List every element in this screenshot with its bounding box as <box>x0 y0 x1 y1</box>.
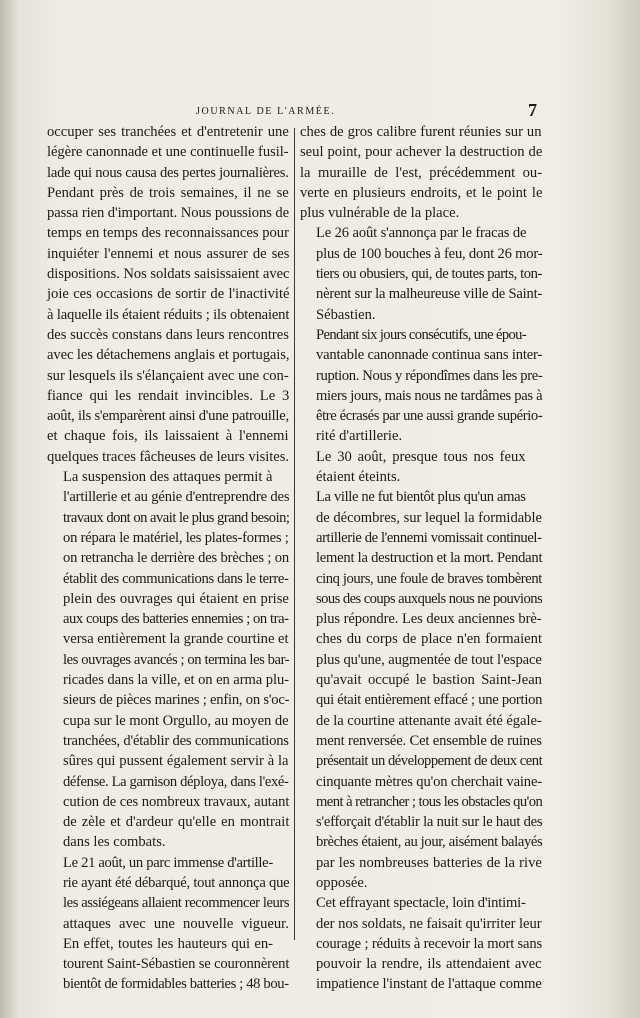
text-line: on retrancha le derrière des brèches ; on <box>63 550 289 567</box>
text-line: étaient éteints. <box>316 469 401 486</box>
text-line: sieurs de pièces marines ; enfin, on s'oc- <box>63 692 290 709</box>
text-line: tranchées, d'établir des communications <box>63 732 289 749</box>
text-line: travaux dont on avait le plus grand besoin; <box>63 509 290 526</box>
text-line: courage ; réduits à recevoir la mort sans <box>316 935 543 952</box>
text-line: opposée. <box>316 874 368 891</box>
text-line: plus vulnérable de la place. <box>300 205 460 222</box>
running-title: JOURNAL DE L'ARMÉE. <box>196 106 336 117</box>
text-line: Cet effrayant spectacle, loin d'intimi- <box>316 895 526 912</box>
text-line: légère canonnade et une continuelle fusil- <box>47 144 289 161</box>
text-line: attaques avec une nouvelle vigueur. <box>63 915 289 932</box>
text-line: les assiégeans allaient recommencer leurs <box>63 895 290 912</box>
text-line: Pendant six jours consécutifs, une épou- <box>316 326 527 343</box>
text-line: ricades dans la ville, et on en arma plu- <box>63 672 289 689</box>
text-line: sûres qui pussent également servir à la <box>63 753 289 770</box>
text-line: on répara le matériel, les plates-formes ; <box>63 529 289 546</box>
text-line: artillerie de l'ennemi vomissait continuel- <box>316 529 542 546</box>
text-line: quelques traces fâcheuses de leurs visites. <box>47 448 289 465</box>
text-line: La suspension des attaques permit à <box>63 469 273 486</box>
text-line: tiers ou obusiers, qui, de toutes parts, ton- <box>316 266 543 283</box>
text-line: tourent Saint-Sébastien se couronnèrent <box>63 956 290 973</box>
text-line: Le 30 août, presque tous nos feux <box>316 448 526 465</box>
text-line: bientôt de formidables batteries ; 48 bou- <box>63 976 289 993</box>
text-line: et chaque fois, ils laissaient à l'ennemi <box>47 428 289 445</box>
text-line: verte en plusieurs endroits, et le point le <box>300 184 543 201</box>
text-line: ches du corps de place n'en formaient <box>316 631 543 648</box>
text-line: lade qui nous causa des pertes journalières. <box>47 164 289 181</box>
paragraph <box>47 467 289 853</box>
text-line: plus qu'une, augmentée de tout l'espace <box>316 651 542 668</box>
text-line: plein des ouvrages qui étaient en prise <box>63 590 289 607</box>
text-line: établit des communications dans le terre- <box>63 570 289 587</box>
text-line: brèches étaient, au jour, aisément balayés <box>316 834 543 851</box>
text-line: vantable canonnade continua sans inter- <box>316 347 543 364</box>
text-line: fiance qui les rendait invincibles. Le 3 <box>47 387 290 404</box>
text-line: occuper ses tranchées et d'entretenir une <box>47 124 289 140</box>
text-line: pouvoir la rendre, ils attendaient avec <box>316 956 542 973</box>
paragraph <box>47 934 289 995</box>
text-line: qui était entièrement effacé ; une portion <box>316 692 543 709</box>
text-line: Le 21 août, un parc immense d'artille- <box>63 854 273 871</box>
paragraph <box>300 447 542 488</box>
text-line: En effet, toutes les hauteurs qui en- <box>63 935 274 952</box>
right-text-column <box>300 122 542 995</box>
text-line: ment à retrancher ; tous les obstacles qu'on <box>316 793 543 810</box>
text-line: versa entièrement la grande courtine et <box>63 631 289 648</box>
text-line: rie ayant été débarqué, tout annonça que <box>63 874 290 891</box>
text-line: cupa sur le mont Orgullo, au moyen de <box>63 712 289 729</box>
text-line: dans les combats. <box>63 834 166 851</box>
text-line: cinquante mètres qu'on cherchait vaine- <box>316 773 542 790</box>
text-line: sur lesquels ils s'élançaient avec une con- <box>47 367 289 384</box>
left-text-column <box>47 122 289 995</box>
text-line: avec les détachemens anglais et portugais, <box>47 347 290 364</box>
text-line: lement la destruction et la mort. Pendant <box>316 550 543 567</box>
text-line: temps en temps des reconnaissances pour <box>47 225 289 242</box>
paragraph <box>300 893 542 994</box>
text-line: l'artillerie et au génie d'entreprendre des <box>63 489 290 506</box>
text-line: Sébastien. <box>316 306 376 323</box>
text-line: de décombres, sur lequel la formidable <box>316 509 542 526</box>
text-line: s'efforçait d'établir la nuit sur le haut des <box>316 814 543 831</box>
text-line: ment renversée. Cet ensemble de ruines <box>316 732 542 749</box>
text-line: défense. La garnison déploya, dans l'exé- <box>63 773 289 790</box>
text-line: nèrent sur la malheureuse ville de Saint- <box>316 286 543 303</box>
text-line: plus de 100 bouches à feu, dont 26 mor- <box>316 245 543 262</box>
text-line: la muraille de l'est, précédemment ou- <box>300 164 543 181</box>
paragraph <box>300 122 542 223</box>
text-line: Pendant près de trois semaines, il ne se <box>47 184 289 201</box>
text-line: miers jours, mais nous ne tardâmes pas à <box>316 387 543 404</box>
text-line: à laquelle ils étaient réduits ; ils obtenaient <box>47 306 290 323</box>
text-line: rité d'artillerie. <box>316 428 403 445</box>
page-header <box>0 102 640 124</box>
paragraph <box>300 325 542 447</box>
text-line: La ville ne fut bientôt plus qu'un amas <box>316 489 526 506</box>
column-divider <box>294 128 295 940</box>
text-line: de la courtine attenante avait été égale- <box>316 712 542 729</box>
text-line: inquiéter l'ennemi et nous assurer de ses <box>47 245 290 262</box>
text-line: cution de ces nombreux travaux, autant <box>63 793 290 810</box>
text-line: être écrasés par une aussi grande supério- <box>316 408 543 425</box>
paragraph <box>300 487 542 893</box>
text-line: août, ils s'emparèrent ainsi d'une patrouille, <box>47 408 289 425</box>
text-line: joie ces occasions de sortir de l'inactivité <box>47 286 290 303</box>
text-line: par les nombreuses batteries de la rive <box>316 854 542 871</box>
text-line: qu'avait occupé le bastion Saint-Jean <box>316 672 542 689</box>
paragraph <box>300 223 542 324</box>
page-number: 7 <box>528 100 537 120</box>
text-line: des succès constans dans leurs rencontres <box>47 326 289 343</box>
text-line: passa rien d'important. Nous poussions de <box>47 205 290 222</box>
text-line: cinq jours, une foule de braves tombèrent <box>316 570 542 587</box>
text-line: dispositions. Nos soldats saisissaient avec <box>47 266 290 283</box>
text-line: Le 26 août s'annonça par le fracas de <box>316 225 527 242</box>
text-line: les ouvrages avancés ; on termina les bar- <box>63 651 290 668</box>
text-line: impatience l'instant de l'attaque comme <box>316 976 542 993</box>
text-line: sous des coups auxquels nous ne pouvions <box>316 590 543 607</box>
text-line: der nos soldats, ne faisait qu'irriter leur <box>316 915 542 932</box>
text-line: de zèle et d'ardeur qu'elle en montrait <box>63 814 290 831</box>
paragraph <box>47 853 289 934</box>
text-line: plus répondre. Les deux anciennes brè- <box>316 611 542 628</box>
text-line: ruption. Nous y répondîmes dans les pre- <box>316 367 543 384</box>
text-line: ches de gros calibre furent réunies sur un <box>300 124 542 140</box>
text-line: présentait un développement de deux cent <box>316 753 543 770</box>
text-line: seul point, pour achever la destruction de <box>300 144 543 161</box>
text-line: aux coups des batteries ennemies ; on tra- <box>63 611 289 628</box>
paragraph <box>47 122 289 467</box>
